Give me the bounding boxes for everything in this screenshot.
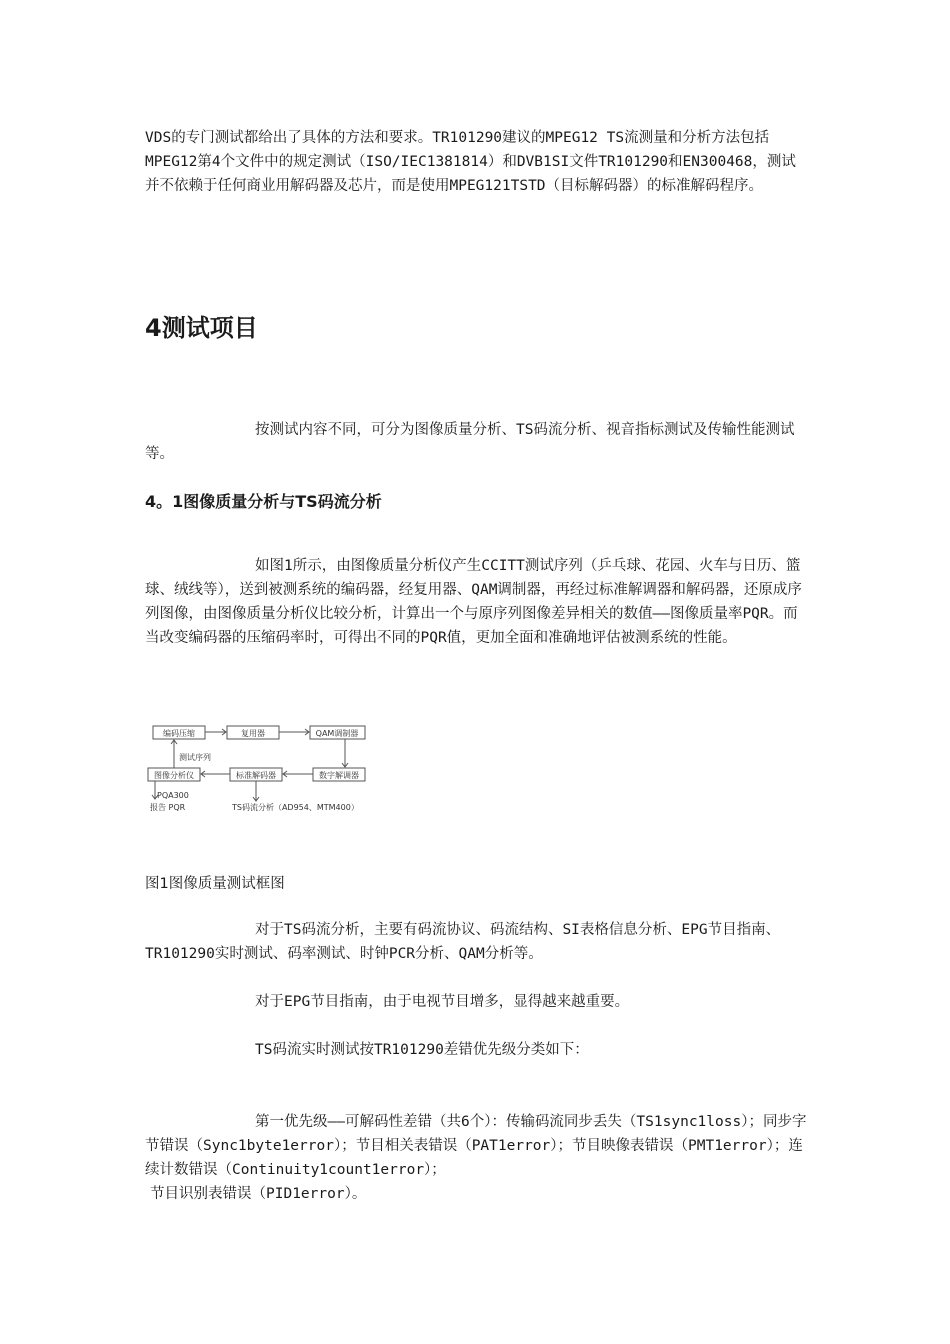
section-intro-paragraph: 按测试内容不同，可分为图像质量分析、TS码流分析、视音指标测试及传输性能测试等。 xyxy=(145,422,795,462)
ts-analysis-label: TS码流分析（AD954、MTM400） xyxy=(232,803,359,812)
figure-description-paragraph: 如图1所示，由图像质量分析仪产生CCITT测试序列（乒乓球、花园、火车与日历、篮球、绒线等），送到被测系统的编码器，经复用器、QAM调制器，再经过标准解调器和解码器，还原成序列图像，由图像质量分析仪比较分析，计算出一个与原序列图像差异相关的数值——图像质量率PQR。而当改变编码器的压缩码率时，可得出不同的PQR值，更加全面和准确地评估被测系统的性能。 xyxy=(145,558,802,646)
pqa-label: PQA300 xyxy=(157,791,189,800)
ts-realtime-paragraph: TS码流实时测试按TR101290差错优先级分类如下： xyxy=(255,1042,589,1058)
encoder-box-label: 编码压缩 xyxy=(163,729,195,738)
pqr-test-block-diagram xyxy=(145,718,375,822)
analyzer-box-label: 图像分析仪 xyxy=(154,771,194,780)
ts-analysis-paragraph: 对于TS码流分析，主要有码流协议、码流结构、SI表格信息分析、EPG节目指南、TR101290实时测试、码率测试、时钟PCR分析、QAM分析等。 xyxy=(145,922,781,962)
intro-paragraph: VDS的专门测试都给出了具体的方法和要求。TR101290建议的MPEG12 TS流测量和分析方法包括MPEG12第4个文件中的规定测试（ISO/IEC1381814）和DVB1SI文件TR101290和EN300468，测试并不依赖于任何商业用解码器及芯片，而是使用MPEG121TSTD（目标解码器）的标准解码程序。 xyxy=(145,130,796,194)
figure-caption: 图1图像质量测试框图 xyxy=(145,876,285,892)
epg-paragraph: 对于EPG节目指南，由于电视节目增多，显得越来越重要。 xyxy=(255,994,630,1010)
report-pqr-label: 报告 PQR xyxy=(150,803,186,812)
std-decoder-box-label: 标准解码器 xyxy=(236,771,276,780)
priority1-paragraph: 第一优先级——可解码性差错（共6个）：传输码流同步丢失（TS1sync1loss）；同步字节错误（Sync1byte1error）；节目相关表错误（PAT1error）；节目映像表错误（PMT1error）；连续计数错误（Continuity1count1error）； xyxy=(145,1114,807,1178)
test-sequence-label: 测试序列 xyxy=(179,753,211,762)
section-title: 4测试项目 xyxy=(145,314,258,342)
subsection-title: 4。1图像质量分析与TS码流分析 xyxy=(145,492,382,511)
demodulator-box-label: 数字解调器 xyxy=(319,771,359,780)
pid-error-paragraph: 节目识别表错误（PID1error）。 xyxy=(150,1186,367,1202)
mux-box-label: 复用器 xyxy=(241,729,265,738)
qam-modulator-box-label: QAM调制器 xyxy=(315,729,359,738)
